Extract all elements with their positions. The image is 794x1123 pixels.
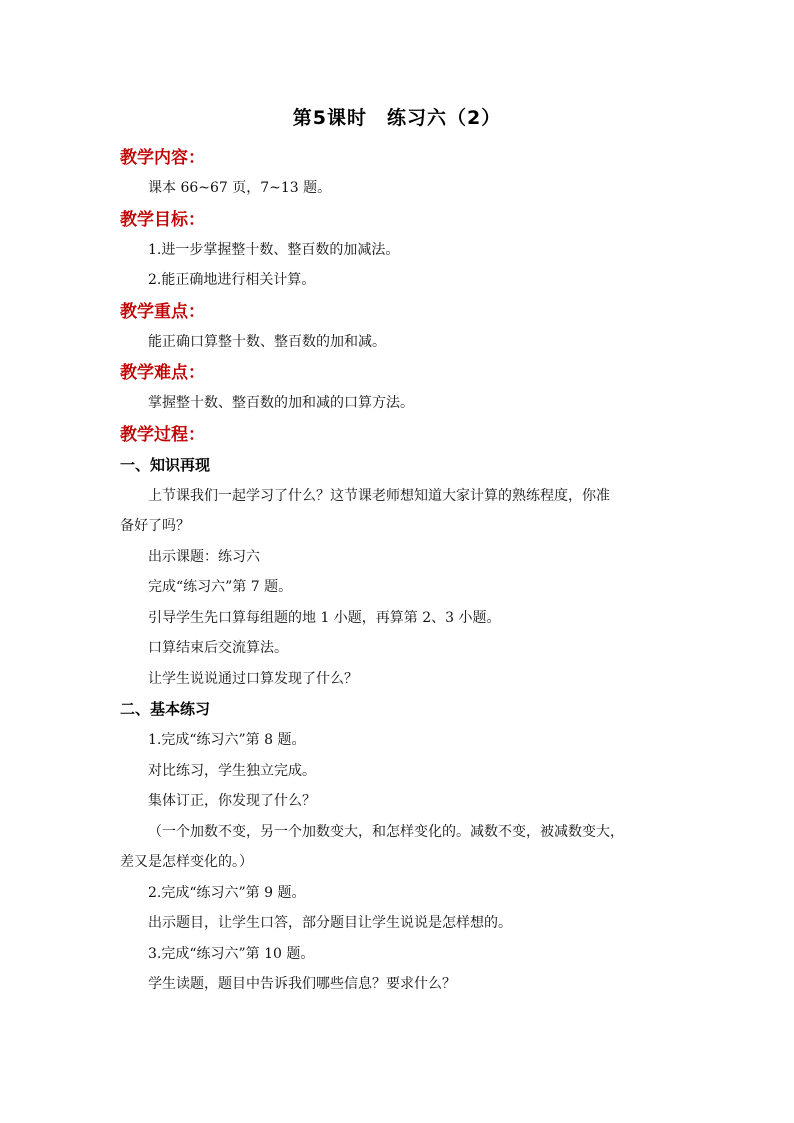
part2-line-7: 出示题目，让学生口答，部分题目让学生说说是怎样想的。: [148, 915, 512, 931]
part2-line-6: 2.完成“练习六”第 9 题。: [148, 885, 306, 901]
part1-line-7: 让学生说说通过口算发现了什么？: [148, 671, 358, 687]
part1-line-6: 口算结束后交流算法。: [148, 640, 288, 656]
part2-line-8: 3.完成“练习六”第 10 题。: [148, 946, 315, 962]
part2-line-4: （一个加数不变，另一个加数变大，和怎样变化的。减数不变，被减数变大，: [148, 824, 624, 840]
part1-line-3: 出示课题：练习六: [148, 549, 260, 565]
section-heading-content: 教学内容：: [120, 148, 205, 168]
process-part1-heading: 一、知识再现: [120, 456, 211, 474]
part2-line-1: 1.完成“练习六”第 8 题。: [148, 732, 306, 748]
part1-line-4: 完成“练习六”第 7 题。: [148, 579, 293, 595]
section-heading-difficulties: 教学难点：: [120, 363, 205, 383]
content-line-1: 课本 66~67 页，7~13 题。: [148, 180, 332, 196]
part1-line-1: 上节课我们一起学习了什么？这节课老师想知道大家计算的熟练程度，你准: [148, 488, 610, 504]
section-heading-keypoints: 教学重点：: [120, 302, 205, 322]
section-heading-process: 教学过程：: [120, 425, 205, 445]
difficulties-line-1: 掌握整十数、整百数的加和减的口算方法。: [148, 395, 414, 411]
goals-line-2: 2.能正确地进行相关计算。: [148, 272, 316, 288]
goals-line-1: 1.进一步掌握整十数、整百数的加减法。: [148, 242, 400, 258]
part2-line-9: 学生读题，题目中告诉我们哪些信息？要求什么？: [148, 976, 456, 992]
part1-line-2: 备好了吗？: [120, 518, 190, 534]
part2-line-5: 差又是怎样变化的。）: [120, 854, 253, 870]
part2-line-2: 对比练习，学生独立完成。: [148, 763, 316, 779]
part2-line-3: 集体订正，你发现了什么？: [148, 793, 316, 809]
part1-line-5: 引导学生先口算每组题的地 1 小题，再算第 2、3 小题。: [148, 610, 501, 626]
section-heading-goals: 教学目标：: [120, 210, 205, 230]
page-title: 第5课时 练习六（2）: [292, 107, 502, 129]
process-part2-heading: 二、基本练习: [120, 700, 211, 718]
keypoints-line-1: 能正确口算整十数、整百数的加和减。: [148, 334, 386, 350]
